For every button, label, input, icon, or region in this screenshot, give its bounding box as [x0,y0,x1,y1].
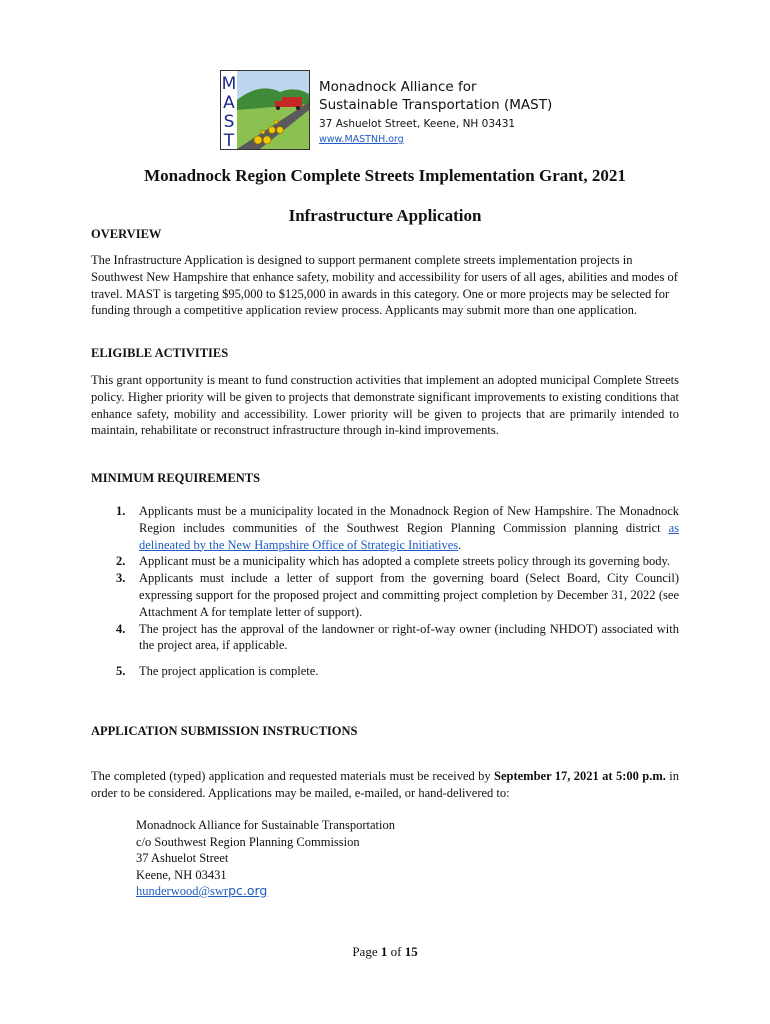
mailing-address [136,817,395,900]
requirements-heading: MINIMUM REQUIREMENTS [91,471,261,485]
org-website-link[interactable]: www.MASTNH.org [319,134,404,145]
requirements-list [91,503,679,680]
requirement-number: 1. [116,504,126,518]
osi-delineation-link[interactable]: as delineated by the New Hampshire Office of Strategic Initiatives [139,520,679,552]
requirement-text: Applicants must include a letter of support from the governing board (Select Board, City Council) expressing support for the proposed project and committing project completion by December 31, 2022 (see Attachment A for template letter of support). [139,571,679,619]
address-line: c/o Southwest Region Planning Commission [136,834,360,849]
requirement-text: The project application is complete. [139,664,319,679]
requirement-number: 3. [116,571,126,586]
eligible-activities-text: This grant opportunity is meant to fund construction activities that implement an adopted municipal Complete Streets policy. Higher priority will be given to projects that demonstrate significant improvements to existing conditions that enhance safety, mobility and accessibility. Lower priority will be given to projects that are primarily intended to maintain, rehabilitate or reconstruct infrastructure through in-kind improvements. [91,373,679,438]
eligible-activities-heading: ELIGIBLE ACTIVITIES [91,346,229,360]
org-name-line2: Sustainable Transportation (MAST) [319,97,553,113]
requirement-item [91,553,679,570]
requirement-number: 5. [116,664,126,679]
submission-heading: APPLICATION SUBMISSION INSTRUCTIONS [91,724,358,738]
requirement-item [91,570,679,620]
requirement-text: The project has the approval of the landowner or right-of-way owner (including NHDOT) associated with the project area, if applicable. [139,621,679,653]
requirement-number: 2. [116,554,126,569]
letterhead [220,70,553,150]
total-pages: 15 [404,944,418,959]
logo-letter-m: M [221,74,237,94]
requirement-number: 4. [116,621,126,636]
org-address: 37 Ashuelot Street, Keene, NH 03431 [319,118,516,130]
address-line: 37 Ashuelot Street [136,851,229,865]
contact-email-link[interactable]: hunderwood@swrpc.org [136,883,268,898]
requirement-text: Applicant must be a municipality which has adopted a complete streets policy through its governing body. [139,554,671,569]
current-page: 1 [380,944,388,959]
address-line: Keene, NH 03431 [136,867,227,882]
requirement-item [91,621,679,655]
mast-logo [220,70,310,150]
submission-deadline: September 17, 2021 at 5:00 p.m. [494,769,666,783]
document-subtitle: Infrastructure Application [288,206,482,225]
logo-letter-a: A [223,93,235,113]
document-title: Monadnock Region Complete Streets Implementation Grant, 2021 [144,166,626,185]
requirement-text: Applicants must be a municipality located in the Monadnock Region of New Hampshire. The Monadnock Region includes communities of the Southwest Region Planning Commission planning district [139,504,679,535]
org-info [319,78,552,147]
logo-letter-t: T [223,131,235,150]
org-name-line1: Monadnock Alliance for [319,79,477,95]
page-number-footer: Page 1 of 15 [352,944,418,959]
logo-letter-s: S [223,112,235,132]
requirement-item [91,663,679,680]
overview-heading: OVERVIEW [91,227,162,241]
address-line: Monadnock Alliance for Sustainable Transportation [136,818,395,832]
overview-text: The Infrastructure Application is designed to support permanent complete streets implementation projects in Southwest New Hampshire that enhance safety, mobility and accessibility for users of all ages, abilities and modes of travel. MAST is targeting $95,000 to $125,000 in awards in this category. One or more projects may be selected for funding through a competitive application review process. Applicants may submit more than one application. [91,253,678,318]
requirement-item: 1. Applicants must be a municipality located in the Monadnock Region of New Hampshire. The Monadnock Region includes communities of the Southwest Region Planning Commission planning district as delineated by the New Hampshire Office of Strategic Initiatives. [116,504,679,552]
submission-text: The completed (typed) application and requested materials must be received by September 17, 2021 at 5:00 p.m. in order to be considered. Applications may be mailed, e-mailed, or hand-delivered to: [91,769,679,800]
